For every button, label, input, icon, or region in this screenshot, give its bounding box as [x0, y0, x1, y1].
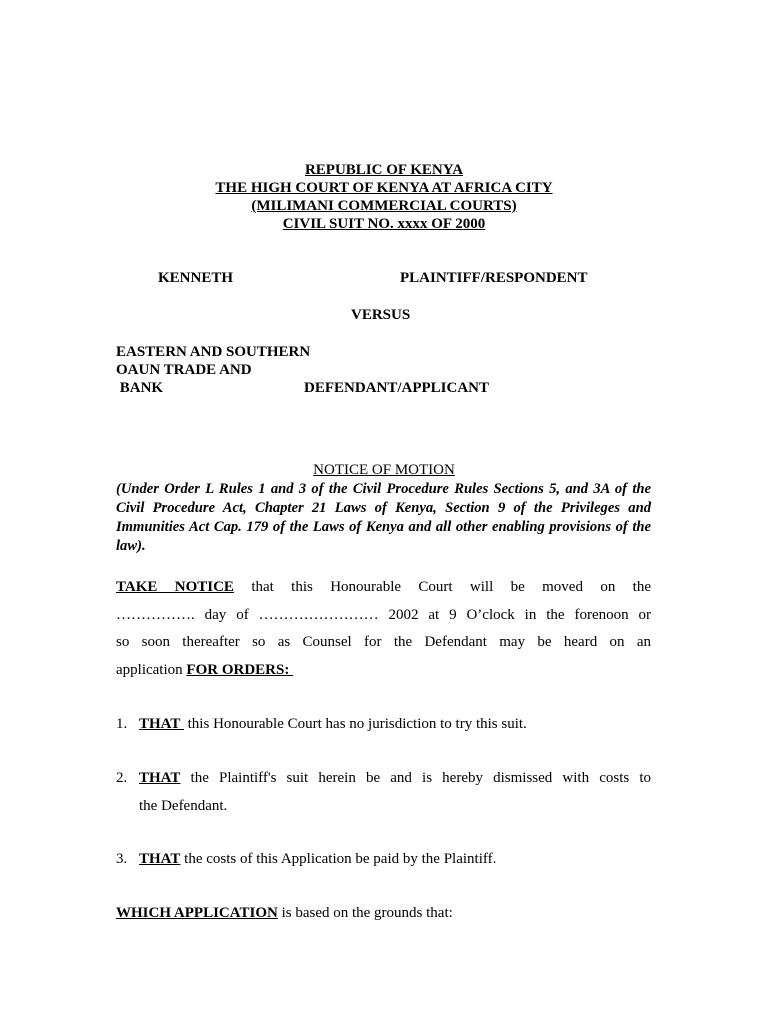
heading-suit-number: CIVIL SUIT NO. xxxx OF 2000	[282, 216, 486, 232]
heading-division: (MILIMANI COMMERCIAL COURTS)	[251, 198, 517, 214]
grounds-text: is based on the grounds that:	[277, 905, 453, 921]
order-text	[139, 765, 651, 793]
order-line-1: the Plaintiff's suit herein be and is hereby dismissed with costs to	[180, 770, 651, 786]
defendant-name-line1: EASTERN AND SOUTHERN	[116, 344, 311, 360]
order-lead: THAT	[139, 851, 181, 867]
notice-line-1	[116, 574, 651, 602]
order-lead: THAT	[139, 770, 181, 786]
for-orders-label: FOR ORDERS:	[186, 661, 294, 678]
order-line-1: the costs of this Application be paid by the Plaintiff.	[180, 851, 497, 867]
order-line-1: this Honourable Court has no jurisdiction to try this suit.	[183, 716, 527, 732]
plaintiff-role: PLAINTIFF/RESPONDENT	[400, 270, 588, 286]
defendant-role: DEFENDANT/APPLICANT	[304, 380, 490, 396]
order-number: 2.	[116, 770, 128, 786]
order-line-2: the Defendant.	[139, 797, 228, 814]
motion-title: NOTICE OF MOTION	[313, 462, 455, 478]
notice-line-1-text: that this Honourable Court will be moved on the	[233, 579, 652, 595]
versus-label: VERSUS	[351, 307, 411, 323]
order-text	[139, 711, 651, 739]
order-number: 3.	[116, 851, 128, 867]
take-notice-lead: TAKE NOTICE	[116, 579, 234, 595]
notice-line-4-text: application	[116, 661, 187, 678]
notice-line-2: ……………. day of …………………… 2002 at 9 O’clock in the forenoon or	[116, 606, 651, 623]
grounds-line	[116, 900, 651, 928]
plaintiff-name: KENNETH	[158, 270, 234, 286]
notice-line-4	[116, 657, 651, 685]
defendant-name-line2: OAUN TRADE AND	[116, 362, 252, 378]
heading-court: THE HIGH COURT OF KENYA AT AFRICA CITY	[215, 180, 553, 196]
order-number: 1.	[116, 716, 128, 732]
order-text	[139, 846, 651, 874]
heading-republic: REPUBLIC OF KENYA	[304, 162, 464, 178]
grounds-lead: WHICH APPLICATION	[116, 905, 278, 921]
defendant-name-line3: BANK	[116, 380, 164, 396]
order-lead: THAT	[139, 716, 184, 732]
notice-line-3: so soon thereafter so as Counsel for the Defendant may be heard on an	[116, 634, 651, 650]
motion-authority: (Under Order L Rules 1 and 3 of the Civil Procedure Rules Sections 5, and 3A of the Civil Procedure Act, Chapter 21 Laws of Kenya, Section 9 of the Privileges and Immunities Act Cap. 179 of the Laws of Kenya and all other enabling provisions of the law).	[116, 481, 651, 554]
